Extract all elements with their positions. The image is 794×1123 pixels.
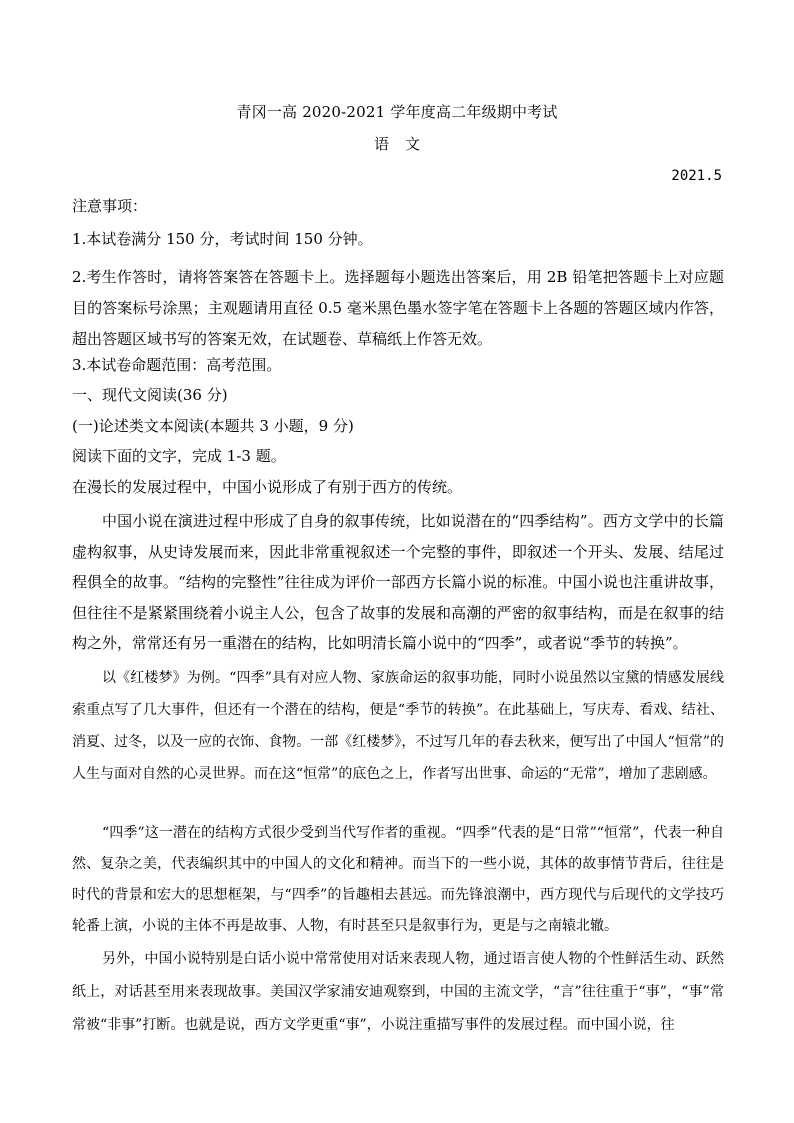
subject-char-2: 文 (405, 135, 421, 153)
notes-item-2: 2.考生作答时，请将答案答在答题卡上。选择题每小题选出答案后，用 2B 铅笔把答题卡上对应题目的答案标号涂黑；主观题请用直径 0.5 毫米黑色墨水签字笔在答题卡上各题的答题区域内作答，超出答题区域书写的答案无效，在试题卷、草稿纸上作答无效。 (72, 268, 724, 348)
passage-paragraph-2: 以《红楼梦》为例。“四季”具有对应人物、家族命运的叙事功能，同时小说虽然以宝黛的情感发展线索重点写了几大事件，但还有一个潜在的结构，便是“季节的转换”。在此基础上，写庆寿、看戏、结社、消夏、过冬，以及一应的衣饰、食物。一部《红楼梦》，不过写几年的春去秋来，便写出了中国人“恒常”的人生与面对自然的心灵世界。而在这“恒常”的底色之上，作者写出世事、命运的“无常”，增加了悲剧感。 (72, 670, 724, 782)
passage-lead: 在漫长的发展过程中，中国小说形成了有别于西方的传统。 (72, 478, 463, 496)
passage-paragraph-1: 中国小说在演进过程中形成了自身的叙事传统，比如说潜在的“四季结构”。西方文学中的长篇虚构叙事，从史诗发展而来，因此非常重视叙述一个完整的事件，即叙述一个开头、发展、结尾过程俱全的故事。“结构的完整性”往往成为评价一部西方长篇小说的标准。中国小说也注重讲故事，但往往不是紧紧围绕着小说主人公，包含了故事的发展和高潮的严密的叙事结构，而是在叙事的结构之外，常常还有另一重潜在的结构，比如明清长篇小说中的“四季”，或者说“季节的转换”。 (72, 512, 724, 652)
notes-item-1: 1.本试卷满分 150 分，考试时间 150 分钟。 (72, 230, 373, 248)
passage-paragraph-3: “四季”这一潜在的结构方式很少受到当代写作者的重视。“四季”代表的是“日常”“恒常”，代表一种自然、复杂之美，代表编织其中的中国人的文化和精神。而当下的一些小说，其体的故事情节背后，往往是时代的背景和宏大的思想框架，与“四季”的旨趣相去甚远。而先锋浪潮中，西方现代与后现代的文学技巧轮番上演，小说的主体不再是故事、人物，有时甚至只是叙事行为，更是与之南辕北辙。 (72, 825, 724, 934)
reading-instruction: 阅读下面的文字，完成 1-3 题。 (72, 447, 286, 465)
section-subheading: (一)论述类文本阅读(本题共 3 小题，9 分) (72, 417, 354, 435)
passage-paragraph-4: 另外，中国小说特别是白话小说中常常使用对话来表现人物，通过语言使人物的个性鲜活生动、跃然纸上，对话甚至用来表现故事。美国汉学家浦安迪观察到，中国的主流文学，“言”往往重于“事”，“事”常常被“非事”打断。也就是说，西方文学更重“事”，小说注重描写事件的发展过程。而中国小说，往 (72, 951, 724, 1033)
exam-date: 2021.5 (671, 168, 722, 184)
section-heading: 一、现代文阅读(36 分) (72, 386, 228, 404)
notes-heading: 注意事项： (72, 197, 148, 215)
subject-char-1: 语 (373, 135, 389, 153)
notes-item-3: 3.本试卷命题范围：高考范围。 (72, 356, 282, 374)
subject-title (0, 133, 794, 155)
exam-title: 青冈一高 2020-2021 学年度高二年级期中考试 (236, 103, 558, 121)
